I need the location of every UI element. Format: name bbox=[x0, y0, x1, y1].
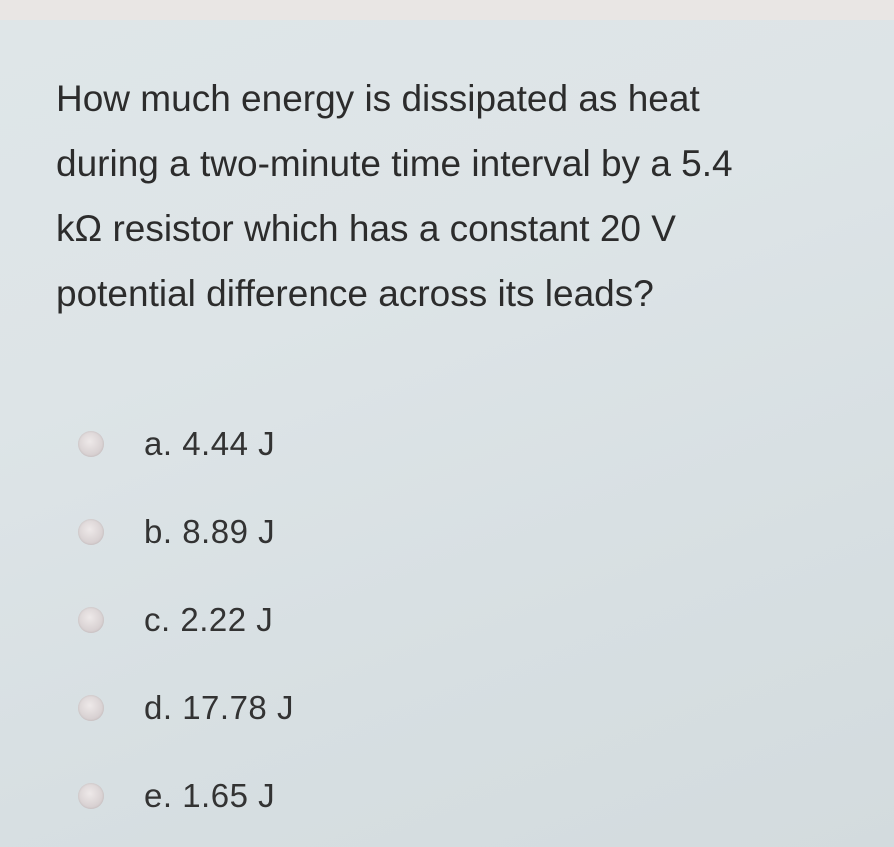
question-card bbox=[0, 20, 894, 847]
answer-option-c[interactable] bbox=[78, 576, 678, 664]
option-label-b: b. 8.89 J bbox=[144, 513, 276, 550]
radio-button-a[interactable] bbox=[78, 431, 104, 457]
radio-button-c[interactable] bbox=[78, 607, 104, 633]
option-label-a: a. 4.44 J bbox=[144, 425, 276, 462]
answer-option-a[interactable] bbox=[78, 400, 678, 488]
option-label-e: e. 1.65 J bbox=[144, 777, 276, 814]
answer-options bbox=[78, 400, 678, 840]
option-label-c: c. 2.22 J bbox=[144, 601, 274, 638]
radio-button-e[interactable] bbox=[78, 783, 104, 809]
top-strip bbox=[0, 0, 894, 20]
radio-button-d[interactable] bbox=[78, 695, 104, 721]
radio-button-b[interactable] bbox=[78, 519, 104, 545]
answer-option-e[interactable] bbox=[78, 752, 678, 840]
answer-option-b[interactable] bbox=[78, 488, 678, 576]
answer-option-d[interactable] bbox=[78, 664, 678, 752]
question-text: How much energy is dissipated as heat during a two-minute time interval by a 5.4 kΩ resistor which has a constant 20 V potential difference across its leads? bbox=[56, 78, 733, 314]
option-label-d: d. 17.78 J bbox=[144, 689, 294, 726]
